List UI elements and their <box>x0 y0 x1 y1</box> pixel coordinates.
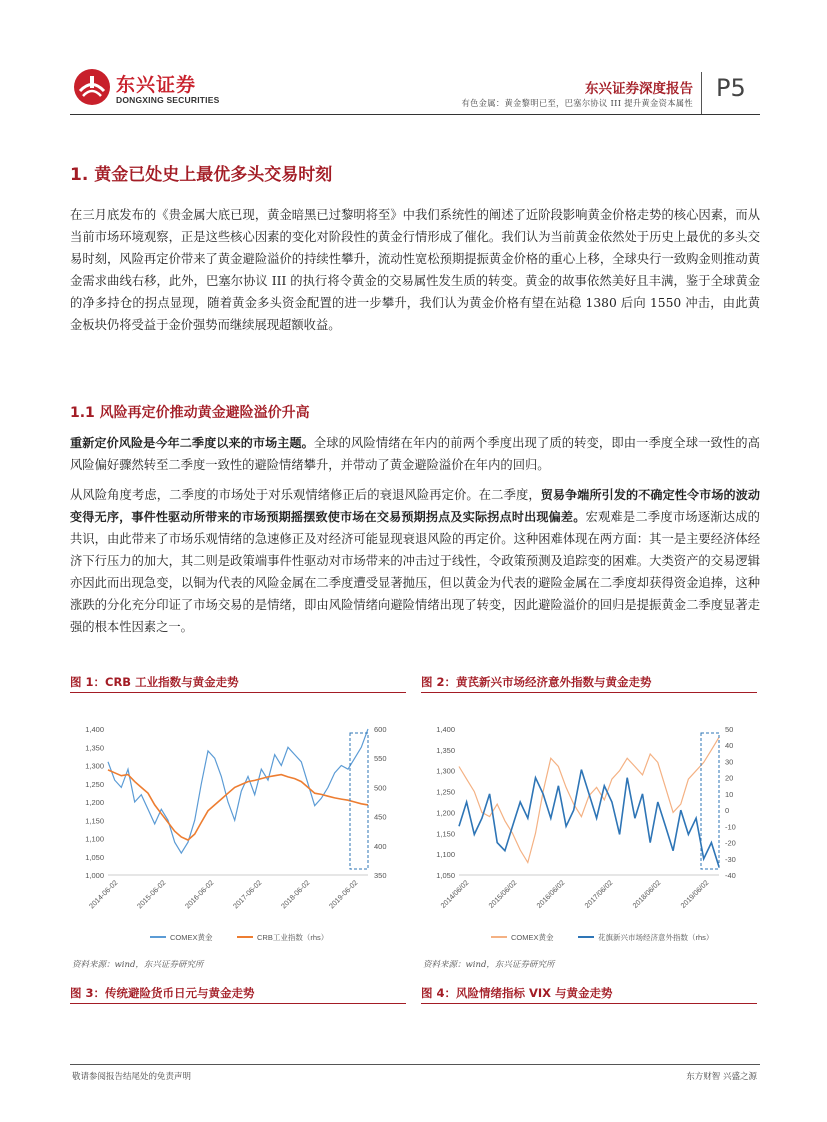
y-right-tick-label: 30 <box>725 757 734 767</box>
footer-slogan: 东方财智 兴盛之源 <box>686 1072 757 1082</box>
y-right-tick-label: 400 <box>374 841 387 851</box>
x-tick-label: 2016-06-02 <box>183 878 216 911</box>
x-tick-label: 2017-06-02 <box>231 878 264 911</box>
section-1-title: 1. 黄金已处史上最优多头交易时刻 <box>70 165 333 185</box>
series-line-2 <box>459 770 719 867</box>
y-left-tick-label: 1,350 <box>436 745 455 755</box>
y-right-tick-label: 10 <box>725 789 734 799</box>
section-1-1-title: 1.1 风险再定价推动黄金避险溢价升高 <box>70 405 310 421</box>
y-right-tick-label: 20 <box>725 773 734 783</box>
page-number: P5 <box>716 74 746 102</box>
y-left-tick-label: 1,150 <box>85 816 104 826</box>
y-left-tick-label: 1,050 <box>85 852 104 862</box>
p2-part-a: 从风险角度考虑，二季度的市场处于对乐观情绪修正后的衰退风险再定价。在二季度， <box>70 488 541 502</box>
figure-1-source: 资料来源：wind，东兴证券研究所 <box>72 960 204 970</box>
y-right-tick-label: 500 <box>374 783 387 793</box>
footer-rule <box>70 1064 760 1065</box>
p2-bold: 贸易争端所引发的不确定性令市场的波动变得无序，事件性驱动所带来的市场预期摇摆致使市场在交易预期拐点及实际拐点时出现偏差。 <box>70 488 760 524</box>
x-tick-label: 2018-06-02 <box>279 878 312 911</box>
legend-label-1: COMEX黄金 <box>511 933 554 942</box>
section-1-paragraph: 在三月底发布的《贵金属大底已现，黄金暗黑已过黎明将至》中我们系统性的阐述了近阶段影响黄金价格走势的核心因素，而从当前市场环境观察，正是这些核心因素的变化对阶段性的黄金行情形成了催化。我们认为当前黄金依然处于历史上最优的多头交易时刻，风险再定价带来了黄金避险溢价的持续性攀升，流动性宽松预期提振黄金价格的重心上移，全球央行一致购金则推动黄金需求曲线右移，此外，巴塞尔协议 III 的执行将令黄金的交易属性发生质的转变。黄金的故事依然美好且丰满，鉴于全球黄金的净多持仓的拐点显现，随着黄金多头资金配置的进一步攀升，我们认为黄金价格有望在站稳 1380 后向 1550 冲击，由此黄金板块仍将受益于金价强势而继续展现超额收益。 <box>70 208 760 332</box>
y-right-tick-label: 450 <box>374 812 387 822</box>
y-left-tick-label: 1,400 <box>436 725 455 734</box>
x-tick-label: 2019/06/02 <box>678 878 711 910</box>
p1-lead-bold: 重新定价风险是今年二季度以来的市场主题。 <box>70 436 314 450</box>
highlight-box <box>701 733 719 869</box>
header-divider <box>701 72 702 114</box>
y-left-tick-label: 1,300 <box>436 766 455 776</box>
header-rule <box>70 114 760 115</box>
legend-label-2: 花旗新兴市场经济意外指数（rhs） <box>598 933 714 942</box>
y-left-tick-label: 1,100 <box>436 850 455 860</box>
figure-2-source: 资料来源：wind，东兴证券研究所 <box>423 960 555 970</box>
y-right-tick-label: 0 <box>725 806 730 816</box>
x-tick-label: 2014/06/02 <box>438 878 471 910</box>
section-1-1-paragraph-2 <box>70 484 760 638</box>
legend-label-2: CRB工业指数（rhs） <box>257 933 329 942</box>
series-line-1 <box>108 729 368 853</box>
y-left-tick-label: 1,000 <box>85 871 104 880</box>
y-left-tick-label: 1,400 <box>85 725 104 734</box>
y-left-tick-label: 1,350 <box>85 743 104 753</box>
y-left-tick-label: 1,250 <box>436 787 455 797</box>
figure-3-rule <box>70 1003 406 1004</box>
legend-label-1: COMEX黄金 <box>170 933 213 942</box>
y-left-tick-label: 1,050 <box>436 871 455 880</box>
y-right-tick-label: -10 <box>725 822 736 832</box>
x-tick-label: 2015/06/02 <box>486 878 519 910</box>
y-right-tick-label: 350 <box>374 871 387 880</box>
chart-2 <box>421 715 757 945</box>
y-right-tick-label: -40 <box>725 871 736 880</box>
y-right-tick-label: 550 <box>374 754 387 764</box>
footer-disclaimer: 敬请参阅报告结尾处的免责声明 <box>72 1072 192 1082</box>
x-tick-label: 2014-06-02 <box>87 878 120 911</box>
y-left-tick-label: 1,100 <box>85 834 104 844</box>
y-right-tick-label: -30 <box>725 854 736 864</box>
y-left-tick-label: 1,200 <box>436 808 455 818</box>
logo-mark-icon <box>73 68 111 106</box>
y-right-tick-label: -20 <box>725 838 736 848</box>
figure-4-rule <box>421 1003 757 1004</box>
report-title: 东兴证券深度报告 <box>585 81 693 97</box>
y-left-tick-label: 1,200 <box>85 798 104 807</box>
figure-1-rule <box>70 692 406 693</box>
section-1-1-paragraph-1 <box>70 432 760 476</box>
y-left-tick-label: 1,300 <box>85 761 104 771</box>
x-tick-label: 2016/06/02 <box>534 878 567 910</box>
figure-2-rule <box>421 692 757 693</box>
x-tick-label: 2018/06/02 <box>630 878 663 910</box>
logo-en-text: DONGXING SECURITIES <box>116 95 220 105</box>
chart-1 <box>70 715 406 945</box>
p1-rest: 全球的风险情绪在年内的前两个季度出现了质的转变，即由一季度全球一致性的高风险偏好骤然转至二季度一致性的避险情绪攀升，并带动了黄金避险溢价在年内的回归。 <box>70 436 760 472</box>
figure-1-title: 图 1：CRB 工业指数与黄金走势 <box>70 675 239 689</box>
company-logo <box>73 68 233 114</box>
y-left-tick-label: 1,250 <box>85 779 104 789</box>
report-subtitle: 有色金属：黄金黎明已至，巴塞尔协议 III 提升黄金资本属性 <box>461 98 693 108</box>
figure-3-title: 图 3：传统避险货币日元与黄金走势 <box>70 986 255 1000</box>
y-right-tick-label: 600 <box>374 725 387 734</box>
x-tick-label: 2019-06-02 <box>327 878 360 911</box>
y-left-tick-label: 1,150 <box>436 829 455 839</box>
figure-4-title: 图 4：风险情绪指标 VIX 与黄金走势 <box>421 986 613 1000</box>
p2-part-b: 宏观难是二季度市场逐渐达成的共识，由此带来了市场乐观情绪的急速修正及对经济可能显现衰退风险的再定价。这种困难体现在两方面：其一是主要经济体经济下行压力的加大，其二则是政策端事件性驱动对市场带来的冲击过于线性，令政策预测及追踪变的困难。大类资产的交易逻辑亦因此而出现急变，以铜为代表的风险金属在二季度遭受显著抛压，但以黄金为代表的避险金属在二季度却获得资金追捧，这种涨跌的分化充分印证了市场交易的是情绪，即由风险情绪向避险情绪出现了转变，因此避险溢价的回归是提振黄金二季度显著走强的根本性因素之一。 <box>70 510 760 634</box>
y-right-tick-label: 50 <box>725 725 734 734</box>
x-tick-label: 2015-06-02 <box>135 878 168 911</box>
logo-cn-text: 东兴证券 <box>116 74 197 96</box>
x-tick-label: 2017/06/02 <box>582 878 615 910</box>
figure-2-title: 图 2：黄芪新兴市场经济意外指数与黄金走势 <box>421 675 652 689</box>
y-right-tick-label: 40 <box>725 741 734 751</box>
